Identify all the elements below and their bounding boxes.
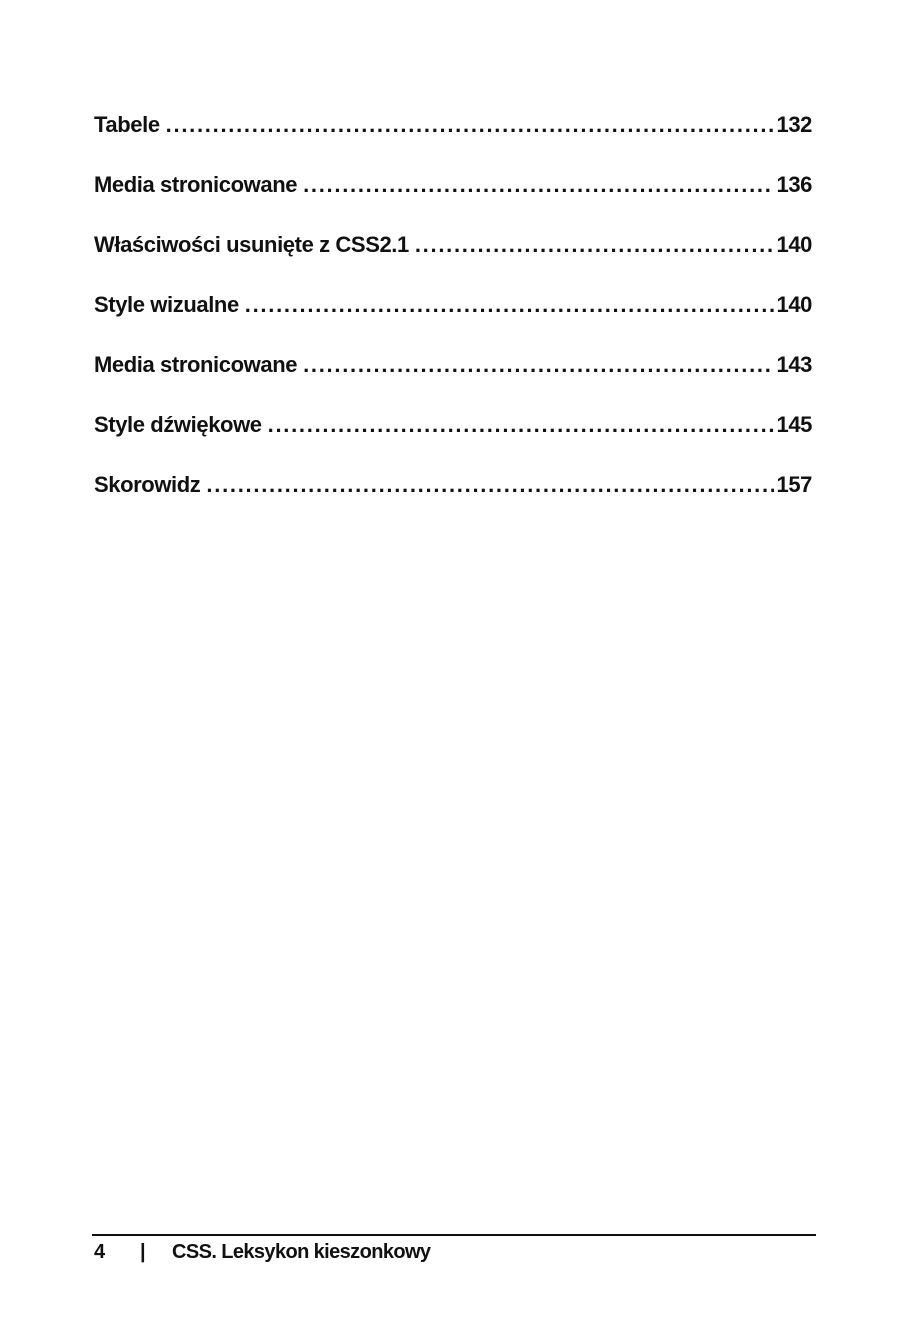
toc-entry-title: Style dźwiękowe — [94, 412, 262, 437]
toc-entry[interactable] — [94, 172, 812, 232]
toc-entry[interactable] — [94, 112, 812, 172]
toc-leader-dots — [415, 232, 775, 258]
toc-entry-page: 145 — [776, 412, 812, 437]
toc-leader-dots — [303, 352, 774, 378]
toc-entry-title: Tabele — [94, 112, 160, 137]
toc-entry[interactable] — [94, 352, 812, 412]
toc-entry-page: 157 — [776, 472, 812, 497]
footer-book-title: CSS. Leksykon kieszonkowy — [172, 1241, 431, 1263]
toc-entry[interactable] — [94, 412, 812, 472]
footer-separator: | — [140, 1241, 145, 1263]
toc-leader-dots — [206, 472, 774, 498]
toc-entry-title: Właściwości usunięte z CSS2.1 — [94, 232, 409, 257]
toc-entry[interactable] — [94, 292, 812, 352]
footer-page-number: 4 — [94, 1241, 105, 1263]
toc-entry[interactable] — [94, 472, 812, 532]
toc-leader-dots — [245, 292, 775, 318]
toc-entry-title: Media stronicowane — [94, 352, 298, 377]
toc-entry-page: 140 — [776, 292, 812, 317]
toc-entry-page: 140 — [776, 232, 812, 257]
toc-entry-title: Skorowidz — [94, 472, 201, 497]
toc-entry-page: 143 — [776, 352, 812, 377]
table-of-contents — [94, 112, 812, 532]
toc-entry-page: 132 — [776, 112, 812, 137]
footer-divider — [92, 1234, 816, 1236]
page-footer — [94, 1241, 430, 1264]
toc-leader-dots — [268, 412, 775, 438]
toc-leader-dots — [166, 112, 775, 138]
toc-entry-title: Media stronicowane — [94, 172, 298, 197]
toc-entry-page: 136 — [776, 172, 812, 197]
toc-entry-title: Style wizualne — [94, 292, 239, 317]
toc-leader-dots — [303, 172, 774, 198]
toc-entry[interactable] — [94, 232, 812, 292]
